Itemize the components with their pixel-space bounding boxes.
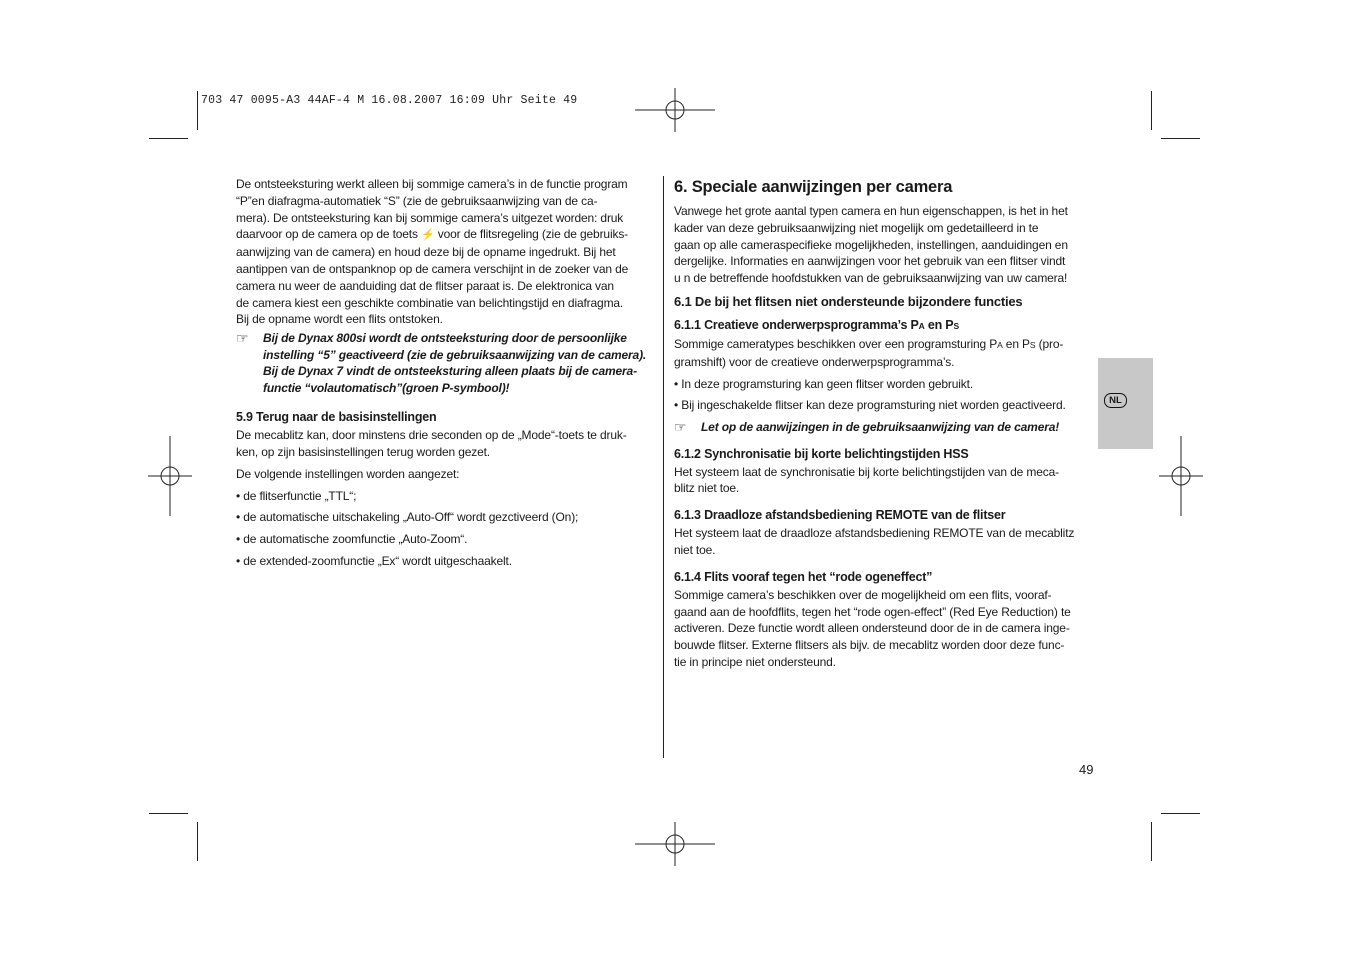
note-text bbox=[263, 330, 646, 396]
text-line: de camera kiest een geschikte combinatie van belichtingstijd en diafragma. bbox=[236, 295, 624, 310]
registration-mark-top bbox=[635, 88, 715, 132]
text-fragment: daarvoor op de camera op de toets bbox=[236, 227, 418, 242]
text-fragment: (pro- bbox=[1035, 336, 1064, 351]
text-line: gaand aan de hoofdflits, tegen het “rode ogen-effect” (Red Eye Reduction) te bbox=[674, 604, 1071, 619]
text-line: Het systeem laat de draadloze afstandsbediening REMOTE van de mecablitz bbox=[674, 526, 1075, 541]
flash-icon: ⚡ bbox=[421, 229, 435, 242]
page-title: 6. Speciale aanwijzingen per camera bbox=[674, 178, 953, 196]
list-item: • Bij ingeschakelde flitser kan deze programsturing niet worden geactiveerd. bbox=[674, 398, 1066, 413]
intro-paragraph bbox=[674, 203, 1099, 287]
text-line: dergelijke. Informaties en aanwijzingen voor het gebruik van een flitser vindt bbox=[674, 254, 1066, 269]
text-line: kader van deze gebruiksaanwijzing niet mogelijk om gedetailleerd in te bbox=[674, 220, 1039, 235]
camera-note bbox=[674, 419, 1099, 436]
text-line: camera nu weer de aanduiding dat de flitser paraat is. De elektronica van bbox=[236, 278, 614, 293]
text-line: ken, op zijn basisinstellingen terug worden gezet. bbox=[236, 444, 490, 459]
text-fragment: en P bbox=[1002, 336, 1030, 351]
text-line: De ontsteeksturing werkt alleen bij sommige camera’s in de functie program bbox=[236, 177, 628, 191]
section-6-1-1-text bbox=[674, 336, 1099, 371]
text-line: Bij de Dynax 800si wordt de ontsteeksturing door de persoonlijke bbox=[263, 331, 627, 346]
list-item: • de flitserfunctie „TTL“; bbox=[236, 488, 357, 503]
left-column bbox=[236, 176, 660, 575]
list-item: • de extended-zoomfunctie „Ex“ wordt uitgeschaakelt. bbox=[236, 553, 512, 568]
text-line: bouwde flitser. Externe flitsers als bijv. de mecablitz worden door deze func- bbox=[674, 638, 1065, 653]
text-line: Bij de opname wordt een flits ontstoken. bbox=[236, 312, 443, 327]
right-column bbox=[674, 177, 1099, 676]
list-item: • de automatische uitschakeling „Auto-Off“ wordt gezctiveerd (On); bbox=[236, 510, 579, 525]
text-line: functie “volautomatisch”(groen P-symbool)! bbox=[263, 380, 510, 395]
print-info: 703 47 0095-A3 44AF-4 M 16.08.2007 16:09 Uhr Seite 49 bbox=[201, 94, 578, 107]
text-line: instelling “5” geactiveerd (zie de gebruiksaanwijzing van de camera). bbox=[263, 347, 647, 362]
text-fragment: Sommige cameratypes beschikken over een programsturing P bbox=[674, 336, 998, 351]
dynax-note bbox=[236, 330, 660, 396]
text-fragment: en P bbox=[924, 317, 954, 332]
text-line: gaan op alle cameraspecifieke mogelijkheden, instellingen, aanduidingen en bbox=[674, 237, 1068, 252]
list-item: • de automatische zoomfunctie „Auto-Zoom“. bbox=[236, 532, 468, 547]
text-fragment: 6.1.1 Creatieve onderwerpsprogramma’s P bbox=[674, 317, 919, 332]
registration-mark-left bbox=[148, 436, 192, 516]
text-line: Bij de Dynax 7 vindt de ontsteeksturing alleen plaats bij de camera- bbox=[263, 364, 637, 379]
pointing-hand-icon: ☞ bbox=[674, 419, 687, 436]
text-line: mera). De ontsteeksturing kan bij sommige camera’s uitgezet worden: druk bbox=[236, 210, 624, 225]
pointing-hand-icon: ☞ bbox=[236, 330, 249, 347]
section-6-1-2-title: 6.1.2 Synchronisatie bij korte belichtingstijden HSS bbox=[674, 446, 969, 461]
section-6-1-2-text bbox=[674, 464, 1099, 498]
page-number: 49 bbox=[1079, 762, 1094, 777]
text-fragment: S bbox=[953, 320, 959, 331]
section-6-1-3-title: 6.1.3 Draadloze afstandsbediening REMOTE van de flitser bbox=[674, 508, 1006, 523]
section-5-9-text bbox=[236, 427, 660, 461]
section-5-9-title: 5.9 Terug naar de basisinstellingen bbox=[236, 410, 437, 425]
text-line: blitz niet toe. bbox=[674, 481, 740, 496]
text-line: aanwijzing van de camera) en houd deze bij de opname ingedrukt. Bij het bbox=[236, 245, 616, 260]
language-badge: NL bbox=[1104, 393, 1127, 408]
text-line: aantippen van de ontspanknop op de camera verschijnt in de zoeker van de bbox=[236, 261, 629, 276]
section-6-1-title: 6.1 De bij het flitsen niet ondersteunde bijzondere functies bbox=[674, 293, 1023, 309]
text-line: “P”en diafragma-automatiek “S” (zie de gebruiksaanwijzing van de ca- bbox=[236, 193, 598, 208]
text-line: tie in principe niet ondersteund. bbox=[674, 655, 836, 670]
text-fragment: A bbox=[997, 339, 1003, 350]
text-fragment: A bbox=[918, 320, 925, 331]
text-line: Sommige camera’s beschikken over de mogelijkheid om een flits, vooraf- bbox=[674, 587, 1052, 602]
text-line: u n de betreffende hoofdstukken van de gebruiksaanwijzing van uw camera! bbox=[674, 271, 1068, 286]
column-divider bbox=[663, 176, 664, 758]
text-line: gramshift) voor de creatieve onderwerpsprogramma’s. bbox=[674, 354, 955, 369]
text-line bbox=[236, 226, 660, 244]
text-line bbox=[674, 336, 1099, 354]
section-6-1-4-title: 6.1.4 Flits vooraf tegen het “rode ogeneffect” bbox=[674, 569, 933, 584]
list-item: • In deze programsturing kan geen flitser worden gebruikt. bbox=[674, 376, 973, 391]
section-6-1-1-title bbox=[674, 317, 1099, 335]
text-fragment: S bbox=[1029, 339, 1036, 350]
text-line: activeren. Deze functie wordt alleen ondersteund door de in de camera inge- bbox=[674, 621, 1070, 636]
note-text: Let op de aanwijzingen in de gebruiksaanwijzing van de camera! bbox=[701, 420, 1060, 435]
registration-mark-right bbox=[1159, 436, 1203, 516]
text-line: De mecablitz kan, door minstens drie seconden op de „Mode“-toets te druk- bbox=[236, 428, 627, 443]
text-fragment: voor de flitsregeling (zie de gebruiks- bbox=[437, 227, 629, 242]
text-line: Vanwege het grote aantal typen camera en hun eigenschappen, is het in het bbox=[674, 204, 1068, 218]
section-6-1-3-text bbox=[674, 525, 1099, 559]
text-line: niet toe. bbox=[674, 543, 716, 558]
registration-mark-bottom bbox=[635, 822, 715, 866]
section-6-1-4-text bbox=[674, 587, 1099, 671]
text-line: Het systeem laat de synchronisatie bij korte belichtingstijden van de meca- bbox=[674, 464, 1059, 479]
intro-paragraph bbox=[236, 176, 660, 328]
section-5-9-subtext: De volgende instellingen worden aangezet: bbox=[236, 466, 460, 481]
